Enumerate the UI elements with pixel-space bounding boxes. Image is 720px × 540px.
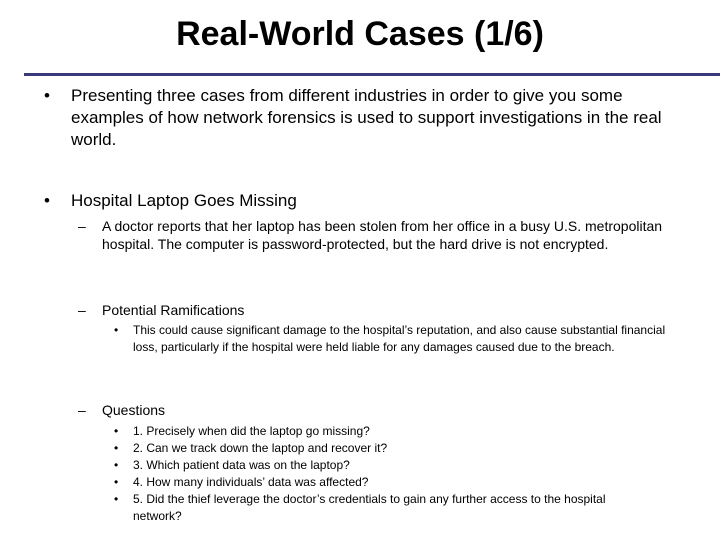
slide-title: Real-World Cases (1/6) (176, 15, 544, 53)
bullet-hospital-case (44, 190, 694, 214)
ramification-item (114, 322, 674, 374)
question-item (114, 423, 674, 440)
title-divider (24, 73, 720, 76)
question-marker: • (114, 424, 119, 438)
question-marker: • (114, 492, 119, 506)
questions-list (114, 423, 674, 525)
question-item (114, 440, 674, 457)
question-marker: • (114, 458, 119, 472)
bullet-hospital-case-text: Hospital Laptop Goes Missing (71, 191, 297, 210)
subbullet-marker: – (78, 402, 86, 418)
question-item (114, 474, 674, 491)
question-text: 2. Can we track down the laptop and recover it? (133, 441, 388, 455)
question-item (114, 457, 674, 474)
question-text: 4. How many individuals’ data was affected? (133, 475, 369, 489)
subbullet-marker: – (78, 302, 86, 318)
bullet-intro (44, 85, 694, 155)
subbullet-ramifications (78, 301, 678, 321)
question-text: 1. Precisely when did the laptop go missing? (133, 424, 370, 438)
subbullet-questions-text: Questions (102, 402, 166, 418)
question-marker: • (114, 475, 119, 489)
question-item (114, 491, 674, 525)
bullet-marker: • (44, 191, 50, 210)
subbullet-ramifications-text: Potential Ramifications (102, 302, 245, 318)
bullet-marker: • (44, 86, 50, 105)
question-text: 3. Which patient data was on the laptop? (133, 458, 350, 472)
subbullet-description (78, 217, 678, 273)
question-text: 5. Did the thief leverage the doctor’s credentials to gain any further access to the hospital network? (133, 492, 606, 523)
subbullet-marker: – (78, 218, 86, 234)
subbullet-questions (78, 401, 678, 421)
question-marker: • (114, 441, 119, 455)
ramification-text: This could cause significant damage to the hospital’s reputation, and also cause substantial financial loss, particularly if the hospital were held liable for any damages caused due to the breach. (133, 323, 666, 354)
bullet-intro-text: Presenting three cases from different industries in order to give you some examples of how network forensics is used to support investigations in the real world. (71, 86, 662, 149)
subbullet-description-text: A doctor reports that her laptop has been stolen from her office in a busy U.S. metropolitan hospital. The computer is password-protected, but the hard drive is not encrypted. (102, 218, 663, 252)
ramification-marker: • (114, 323, 119, 337)
